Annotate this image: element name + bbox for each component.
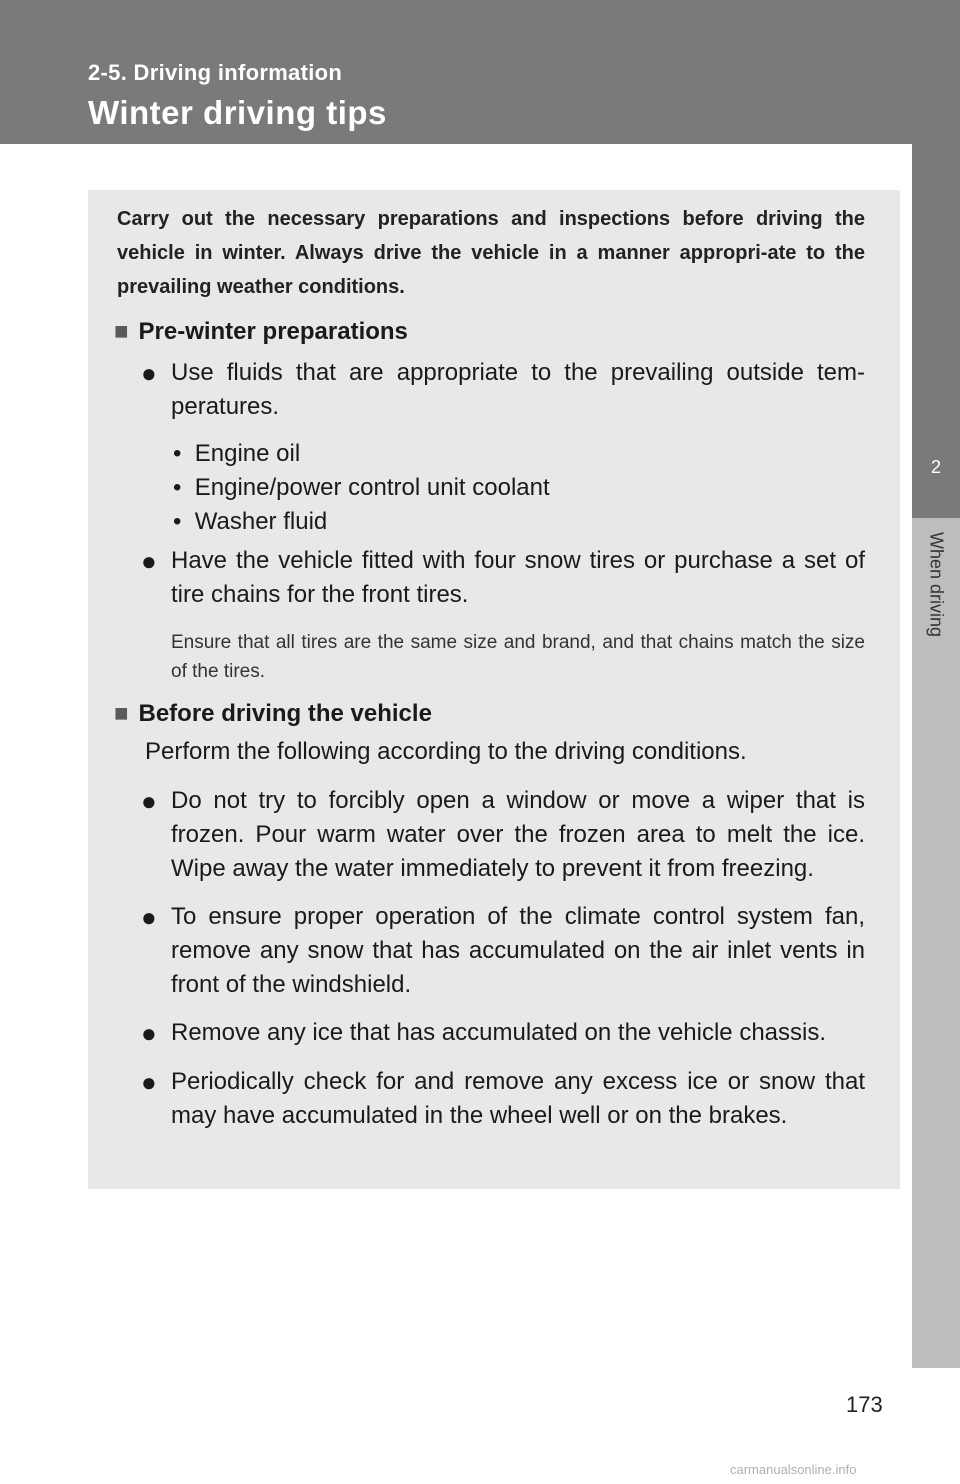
bullet-wheel-well bbox=[141, 1065, 865, 1133]
square-marker-icon: ■ bbox=[114, 318, 129, 345]
page-title: Winter driving tips bbox=[88, 94, 387, 131]
list-dot-icon: • bbox=[173, 440, 182, 467]
bullet-fluids bbox=[141, 356, 865, 424]
watermark: carmanualsonline.info bbox=[730, 1462, 857, 1477]
chapter-label: When driving bbox=[926, 532, 947, 638]
bullet-dot-icon: ● bbox=[141, 358, 157, 388]
bullet-text: Remove any ice that has accumulated on the vehicle chassis. bbox=[171, 1019, 827, 1046]
heading-text: Before driving the vehicle bbox=[138, 700, 432, 727]
heading-before-driving bbox=[114, 700, 432, 728]
bullet-text: Use fluids that are appropriate to the prevailing outside tem-peratures. bbox=[171, 359, 865, 420]
tire-note: Ensure that all tires are the same size and brand, and that chains match the size of the tires. bbox=[171, 632, 865, 682]
list-item: • Washer fluid bbox=[173, 508, 328, 535]
bullet-text: Have the vehicle fitted with four snow tires or purchase a set of tire chains for the front tires. bbox=[171, 547, 865, 608]
list-item: • Engine/power control unit coolant bbox=[173, 474, 550, 501]
bullet-text: Do not try to forcibly open a window or move a wiper that is frozen. Pour warm water over the frozen area to melt the ice. Wipe away the water immediately to prevent it from freezing. bbox=[171, 787, 865, 882]
bullet-chassis-ice bbox=[141, 1016, 865, 1050]
bullet-snow-tires bbox=[141, 544, 865, 612]
side-tab-top bbox=[912, 144, 960, 416]
bullet-dot-icon: ● bbox=[141, 902, 157, 932]
intro-paragraph: Carry out the necessary preparations and inspections before driving the vehicle in winter. Always drive the vehicle in a manner appropri-ate to the prevailing weather conditions. bbox=[117, 208, 865, 298]
side-tab-bottom bbox=[912, 688, 960, 1368]
square-marker-icon: ■ bbox=[114, 700, 129, 727]
bullet-text: To ensure proper operation of the climate control system fan, remove any snow that has accumulated on the air inlet vents in front of the windshield. bbox=[171, 903, 865, 998]
section-label: 2-5. Driving information bbox=[88, 60, 343, 85]
lead-text: Perform the following according to the driving conditions. bbox=[145, 738, 747, 765]
bullet-dot-icon: ● bbox=[141, 1067, 157, 1097]
list-dot-icon: • bbox=[173, 474, 182, 501]
bullet-air-inlet bbox=[141, 900, 865, 1002]
bullet-dot-icon: ● bbox=[141, 546, 157, 576]
bullet-dot-icon: ● bbox=[141, 786, 157, 816]
list-dot-icon: • bbox=[173, 508, 182, 535]
page-number: 173 bbox=[846, 1392, 883, 1417]
bullet-text: Periodically check for and remove any excess ice or snow that may have accumulated in the wheel well or on the brakes. bbox=[171, 1068, 865, 1129]
heading-pre-winter bbox=[114, 318, 408, 346]
heading-text: Pre-winter preparations bbox=[138, 318, 408, 345]
bullet-frozen-window bbox=[141, 784, 865, 886]
bullet-dot-icon: ● bbox=[141, 1018, 157, 1048]
list-item: • Engine oil bbox=[173, 440, 301, 467]
chapter-number-tab[interactable]: 2 bbox=[912, 416, 960, 518]
